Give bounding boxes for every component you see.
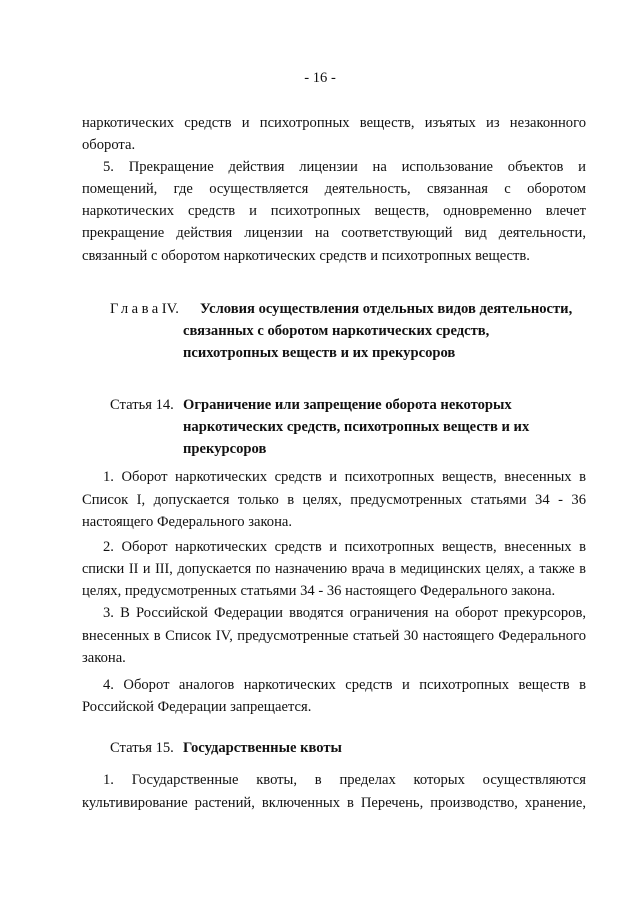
chapter-title-line: связанных с оборотом наркотических средств, <box>183 323 490 339</box>
chapter-title-line: психотропных веществ и их прекурсоров <box>183 345 456 361</box>
paragraph-line: помещений, где осуществляется деятельность, связанная с оборотом <box>82 181 586 197</box>
paragraph-line: культивирование растений, включенных в Перечень, производство, хранение, <box>82 795 586 811</box>
chapter-title-line: Условия осуществления отдельных видов деятельности, <box>200 301 573 317</box>
chapter-label-word: Глава <box>110 301 162 317</box>
paragraph-line: 3. В Российской Федерации вводятся ограничения на оборот прекурсоров, <box>103 605 586 621</box>
paragraph-line: связанный с оборотом наркотических средств и психотропных веществ. <box>82 248 530 264</box>
paragraph-line: закона. <box>82 650 126 666</box>
paragraph-line: целях, предусмотренных статьями 34 - 36 настоящего Федерального закона. <box>82 583 556 599</box>
paragraph-line: прекращение действия лицензии на соответствующий вид деятельности, <box>82 225 586 241</box>
article-14-label: Статья 14. <box>110 397 174 413</box>
chapter-label-number: IV. <box>161 301 179 317</box>
paragraph-line: 2. Оборот наркотических средств и психотропных веществ, внесенных в <box>103 539 586 555</box>
paragraph-line: 1. Оборот наркотических средств и психотропных веществ, внесенных в <box>103 469 586 485</box>
paragraph-line: наркотических средств и психотропных веществ, одновременно влечет <box>82 203 586 219</box>
article-14-title-line: прекурсоров <box>183 441 267 457</box>
paragraph-line: 1. Государственные квоты, в пределах которых осуществляются <box>103 772 586 788</box>
paragraph-line: оборота. <box>82 137 136 153</box>
paragraph-line: настоящего Федерального закона. <box>82 514 293 530</box>
paragraph-line: списки II и III, допускается по назначению врача в медицинских целях, а также в <box>82 561 586 577</box>
paragraph-line: 5. Прекращение действия лицензии на использование объектов и <box>103 159 586 175</box>
article-15-label: Статья 15. <box>110 740 174 756</box>
page-number: - 16 - <box>304 70 336 86</box>
paragraph-line: наркотических средств и психотропных веществ, изъятых из незаконного <box>82 115 586 131</box>
paragraph-line: внесенных в Список IV, предусмотренные статьей 30 настоящего Федерального <box>82 628 586 644</box>
article-14-title-line: Ограничение или запрещение оборота некоторых <box>183 397 512 413</box>
chapter-label <box>110 298 179 320</box>
article-14-title-line: наркотических средств, психотропных веществ и их <box>183 419 530 435</box>
paragraph-line: Список I, допускается только в целях, предусмотренных статьями 34 - 36 <box>82 492 586 508</box>
paragraph-line: Российской Федерации запрещается. <box>82 699 312 715</box>
article-15-title: Государственные квоты <box>183 740 342 756</box>
paragraph-line: 4. Оборот аналогов наркотических средств и психотропных веществ в <box>103 677 586 693</box>
